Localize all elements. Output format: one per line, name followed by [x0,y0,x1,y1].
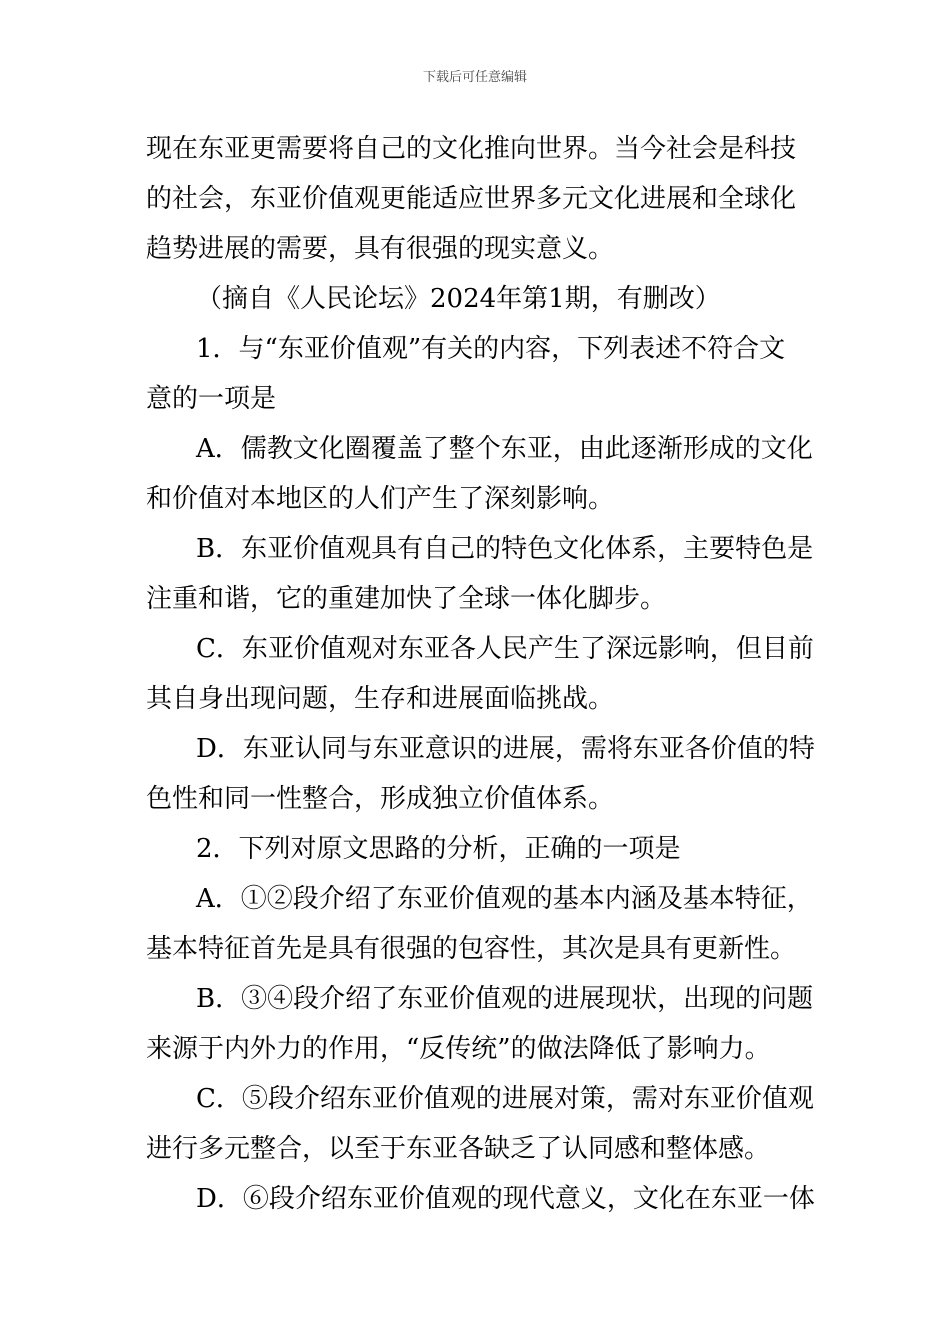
text-line: 基本特征首先是具有很强的包容性，其次是具有更新性。 [146,934,797,964]
page-header: 下载后可任意编辑 [422,70,527,85]
question-2: 2．下列对原文思路的分析，正确的一项是 [196,834,681,864]
option-1b: B．东亚价值观具有自己的特色文化体系，主要特色是 [196,534,814,564]
option-2b: B．③④段介绍了东亚价值观的进展现状，出现的问题 [196,984,814,1014]
text-line: 来源于内外力的作用，“反传统”的做法降低了影响力。 [146,1034,771,1064]
text-line: 其自身出现问题，生存和进展面临挑战。 [146,684,615,714]
source-citation: （摘自《人民论坛》2024年第1期，有删改） [196,284,721,314]
text-line: 意的一项是 [146,384,277,414]
question-1: 1．与“东亚价值观”有关的内容，下列表述不符合文 [196,334,786,364]
option-2d: D．⑥段介绍东亚价值观的现代意义，文化在东亚一体 [196,1184,815,1214]
option-1c: C．东亚价值观对东亚各人民产生了深远影响，但目前 [196,634,814,664]
text-line: 注重和谐，它的重建加快了全球一体化脚步。 [146,584,667,614]
option-2c: C．⑤段介绍东亚价值观的进展对策，需对东亚价值观 [196,1084,814,1114]
option-1a: A．儒教文化圈覆盖了整个东亚，由此逐渐形成的文化 [196,434,813,464]
text-line: 趋势进展的需要，具有很强的现实意义。 [146,234,615,264]
option-1d: D．东亚认同与东亚意识的进展，需将东亚各价值的特 [196,734,815,764]
text-line: 的社会，东亚价值观更能适应世界多元文化进展和全球化 [146,184,797,214]
text-line: 色性和同一性整合，形成独立价值体系。 [146,784,615,814]
option-2a: A．①②段介绍了东亚价值观的基本内涵及基本特征， [196,884,813,914]
text-line: 进行多元整合，以至于东亚各缺乏了认同感和整体感。 [146,1134,771,1164]
text-line: 现在东亚更需要将自己的文化推向世界。当今社会是科技 [146,134,797,164]
text-line: 和价值对本地区的人们产生了深刻影响。 [146,484,615,514]
